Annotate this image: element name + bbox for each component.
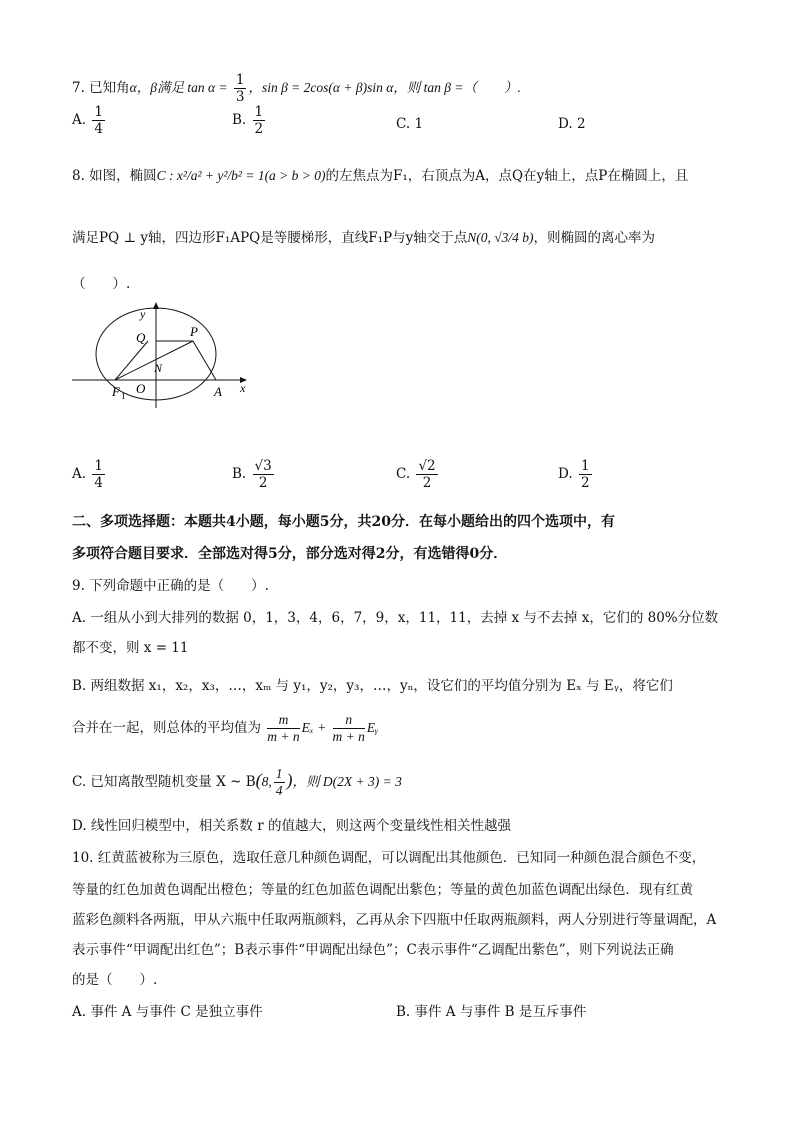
q9-b-end: Eᵧ bbox=[366, 720, 379, 735]
q9-c-den: 4 bbox=[275, 783, 283, 798]
q7-option-c-letter: C. bbox=[396, 116, 411, 132]
q9-b-prefix: 合并在一起，则总体的平均值为 bbox=[72, 720, 261, 736]
label-n: N bbox=[154, 361, 163, 375]
q8-line2-prefix: 满足PQ ⊥ y轴，四边形F₁APQ是等腰梯形，直线F₁P与y轴交于点 bbox=[72, 230, 468, 246]
q8-option-b-letter: B. bbox=[232, 466, 247, 482]
section2-heading-line1: 二、多项选择题：本题共4小题，每小题5分，共20分．在每小题给出的四个选项中，有 bbox=[72, 514, 615, 530]
q8-line-2 bbox=[72, 228, 655, 248]
q9-option-c: C. 已知离散型随机变量 X ~ B(8, $\frac{1}{4}$ )，则 D(2X + 3) = 3 bbox=[72, 766, 402, 798]
q7-a-den: 4 bbox=[94, 121, 103, 137]
q9-option-b-line1: B. 两组数据 x₁，x₂，x₃，…，xₘ 与 y₁，y₂，y₃，…，yₙ，设它们的平均值分别为 Eₓ 与 Eᵧ，将它们 bbox=[72, 678, 673, 694]
q9-option-b-line2 bbox=[72, 712, 378, 745]
q8-ellipse-equation: C : x²/a² + y²/b² = 1(a > b > 0) bbox=[156, 168, 326, 183]
q8-c-num: √2 bbox=[418, 458, 436, 474]
q9-b-mid: Eₓ + bbox=[301, 720, 327, 735]
q7-a-num: 1 bbox=[94, 104, 103, 120]
label-f1-subscript: 1 bbox=[121, 391, 126, 401]
label-a: A bbox=[214, 384, 222, 399]
q8-option-a bbox=[72, 458, 107, 491]
q9-b-f1-num: m bbox=[267, 712, 299, 729]
q7-stem bbox=[72, 72, 521, 105]
q8-d-num: 1 bbox=[580, 458, 590, 474]
label-f1: F bbox=[112, 384, 120, 399]
q9-b-f2-den: m + n bbox=[332, 729, 365, 744]
q8-option-c-letter: C. bbox=[396, 466, 411, 482]
label-y: y bbox=[140, 307, 146, 321]
label-p: P bbox=[190, 324, 198, 339]
q10-line-1: 10. 红黄蓝被称为三原色，选取任意几种颜色调配，可以调配出其他颜色．已知同一种颜色混合颜色不变， bbox=[72, 850, 706, 866]
q8-option-d bbox=[558, 458, 594, 491]
q7-option-b bbox=[232, 104, 267, 137]
q7-option-d-text: 2 bbox=[576, 116, 586, 132]
q8-line1-prefix: 8. 如图，椭圆 bbox=[72, 168, 157, 184]
q8-line-1 bbox=[72, 166, 688, 186]
q8-b-den: 2 bbox=[258, 475, 268, 491]
q7-stem-mid1: α，β满足 tan α = bbox=[129, 80, 228, 95]
q9-b-f2-num: n bbox=[333, 712, 365, 729]
q9-b-f1-den: m + n bbox=[267, 729, 300, 744]
q9-stem: 9. 下列命题中正确的是（ ）. bbox=[72, 578, 269, 594]
q8-line1-suffix: 的左焦点为F₁，右顶点为A，点Q在y轴上，点P在椭圆上，且 bbox=[325, 168, 689, 184]
q8-option-b-frac bbox=[253, 458, 274, 491]
q7-stem-mid2: ，sin β = 2cos(α + β)sin α，则 tan β =（ ）. bbox=[248, 80, 521, 95]
q9-b-frac1 bbox=[267, 712, 299, 745]
ellipse-figure bbox=[68, 300, 258, 412]
q7-option-a-letter: A. bbox=[72, 112, 87, 128]
q8-point-n: N(0, √3/4 b) bbox=[467, 230, 534, 245]
q7-option-c-text: 1 bbox=[414, 116, 424, 132]
label-q: Q bbox=[136, 330, 146, 345]
label-x: x bbox=[240, 381, 246, 395]
q8-b-num: √3 bbox=[254, 458, 272, 474]
q10-line-3: 蓝彩色颜料各两瓶，甲从六瓶中任取两瓶颜料，乙再从余下四瓶中任取两瓶颜料，两人分别进行等量调配，A bbox=[72, 912, 717, 928]
q8-option-a-frac bbox=[92, 458, 105, 491]
q9-option-a-line2: 都不变，则 x = 11 bbox=[72, 640, 189, 656]
q7-option-d-letter: D. bbox=[558, 116, 573, 132]
q7-option-c bbox=[396, 114, 423, 134]
q8-option-a-letter: A. bbox=[72, 466, 87, 482]
q8-option-c bbox=[396, 458, 440, 491]
q9-b-frac2 bbox=[333, 712, 365, 745]
q8-a-num: 1 bbox=[94, 458, 103, 474]
q9-option-d: D. 线性回归模型中，相关系数 r 的值越大，则这两个变量线性相关性越强 bbox=[72, 818, 511, 834]
q10-line-2: 等量的红色加黄色调配出橙色；等量的红色加蓝色调配出紫色；等量的黄色加蓝色调配出绿色．现有红黄 bbox=[72, 882, 693, 898]
q8-option-b bbox=[232, 458, 276, 491]
q9-c-num: 1 bbox=[275, 766, 283, 781]
segment-f1q bbox=[115, 341, 148, 380]
q8-option-d-frac bbox=[579, 458, 592, 491]
q7-b-num: 1 bbox=[254, 104, 264, 120]
q8-a-den: 4 bbox=[94, 475, 103, 491]
q10-line-5: 的是（ ）. bbox=[72, 972, 158, 988]
q8-line-3: （ ）. bbox=[72, 276, 131, 292]
q10-line-4: 表示事件“甲调配出红色”；B表示事件“甲调配出绿色”；C表示事件“乙调配出紫色”，则下列说法正确 bbox=[72, 942, 674, 958]
q7-frac-num: 1 bbox=[235, 72, 245, 88]
q7-stem-prefix: 7. 已知角 bbox=[72, 80, 130, 96]
q7-option-d bbox=[558, 114, 586, 134]
q8-option-d-letter: D. bbox=[558, 466, 573, 482]
label-o: O bbox=[136, 381, 146, 396]
q7-frac-den: 3 bbox=[235, 89, 245, 105]
q9-c-suffix: ，则 D(2X + 3) = 3 bbox=[292, 774, 402, 789]
section2-heading-line2: 多项符合题目要求．全部选对得5分，部分选对得2分，有选错得0分． bbox=[72, 546, 508, 562]
q7-b-den: 2 bbox=[254, 121, 264, 137]
q9-option-a-line1: A. 一组从小到大排列的数据 0，1，3，4，6，7，9，x，11，11，去掉 x 与不去掉 x，它们的 80%分位数 bbox=[72, 610, 719, 626]
segment-pa bbox=[193, 341, 216, 380]
ellipse-diagram bbox=[68, 300, 258, 412]
q7-option-a bbox=[72, 104, 107, 137]
q9-c-frac bbox=[274, 766, 285, 799]
q7-option-a-frac bbox=[92, 104, 105, 137]
q10-option-a: A. 事件 A 与事件 C 是独立事件 bbox=[72, 1004, 263, 1020]
q8-d-den: 2 bbox=[580, 475, 590, 491]
q8-option-c-frac bbox=[416, 458, 437, 491]
q10-option-b: B. 事件 A 与事件 B 是互斥事件 bbox=[396, 1004, 587, 1020]
q9-c-prefix: C. 已知离散型随机变量 X ~ B bbox=[72, 774, 256, 790]
q7-fraction bbox=[234, 72, 247, 105]
q8-line2-suffix: ，则椭圆的离心率为 bbox=[533, 230, 656, 246]
q7-option-b-letter: B. bbox=[232, 112, 247, 128]
q9-c-param: 8, bbox=[261, 774, 272, 789]
q7-option-b-frac bbox=[253, 104, 266, 137]
q8-c-den: 2 bbox=[422, 475, 432, 491]
